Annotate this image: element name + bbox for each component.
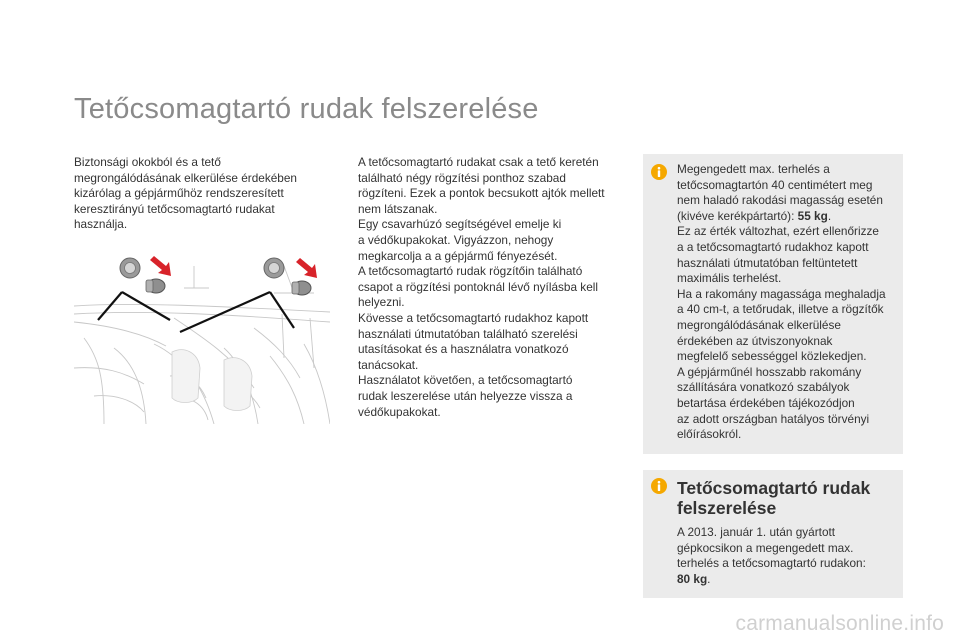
text-line: A tetőcsomagtartó rudakat csak a tető keretén	[358, 155, 599, 169]
info-icon	[651, 478, 667, 494]
text-line: rögzíteni. Ezek a pontok becsukott ajtók mellett	[358, 186, 605, 201]
text-line: tanácsokat.	[358, 357, 419, 372]
text-line	[677, 209, 895, 225]
text-line: az adott országban hatályos törvényi	[677, 411, 870, 426]
text-line: előírásokról.	[677, 427, 742, 442]
watermark: carmanualsonline.info	[735, 612, 944, 635]
info-icon	[651, 164, 667, 180]
text-line: található négy rögzítési ponthoz szabad	[358, 170, 566, 185]
text-line: Biztonsági okokból és a tető	[74, 155, 221, 169]
load-suffix: .	[827, 208, 832, 223]
text-line: gépkocsikon a megengedett max.	[677, 540, 854, 555]
text-line: szállítására vonatkozó szabályok	[677, 380, 850, 395]
text-line: utasításokat és a használatra vonatkozó	[358, 342, 569, 357]
text-line: helyezni.	[358, 295, 405, 310]
text-line: csapot a rögzítési pontoknál lévő nyílásba kell	[358, 279, 599, 294]
info-box-heading	[677, 478, 897, 518]
text-line: A tetőcsomagtartó rudak rögzítőin található	[358, 264, 583, 279]
page-title: Tetőcsomagtartó rudak felszerelése	[74, 93, 539, 125]
text-line: a 40 cm-t, a tetőrudak, illetve a rögzítők	[677, 302, 884, 317]
load-value: 55 kg	[797, 208, 828, 223]
text-line: betartása érdekében tájékozódjon	[677, 395, 855, 410]
text-line: rudak leszerelése után helyezze vissza a	[358, 388, 573, 403]
roof-bar-load-text	[677, 525, 895, 587]
text-line: a védőkupakokat. Vigyázzon, nehogy	[358, 232, 554, 247]
text-line: Megengedett max. terhelés a	[677, 162, 830, 176]
left-column-text	[74, 155, 314, 233]
text-line: nem haladó rakodási magasság esetén	[677, 193, 883, 208]
mounting-cap-icon	[120, 258, 284, 278]
middle-column-text	[358, 155, 620, 420]
load-prefix: (kivéve kerékpártartó):	[677, 208, 798, 223]
car-interior-drawing	[74, 248, 330, 424]
text-line: A 2013. január 1. után gyártott	[677, 525, 836, 539]
heading-line: Tetőcsomagtartó rudak	[677, 478, 871, 498]
text-line: Egy csavarhúzó segítségével emelje ki	[358, 217, 562, 232]
text-line: terhelés a tetőcsomagtartó rudakon:	[677, 556, 866, 571]
text-line: kizárólag a gépjárműhöz rendszeresített	[74, 186, 284, 201]
text-line: használati útmutatóban feltüntetett	[677, 255, 858, 270]
text-line: tetőcsomagtartón 40 centimétert meg	[677, 177, 873, 192]
text-line: megrongálódásának elkerülése érdekében	[74, 170, 297, 185]
roof-mounting-point-illustration	[74, 248, 330, 424]
text-line: megrongálódásának elkerülése	[677, 317, 841, 332]
text-line: maximális terhelést.	[677, 271, 782, 286]
text-line	[677, 572, 895, 588]
text-line: Kövesse a tetőcsomagtartó rudakhoz kapott	[358, 310, 589, 325]
load-suffix: .	[707, 571, 711, 586]
text-line: megfelelő sebességgel közlekedjen.	[677, 349, 867, 364]
load-limit-info-box	[643, 154, 903, 454]
text-line: használja.	[74, 217, 128, 232]
text-line: érdekében az útviszonyoknak	[677, 333, 833, 348]
text-line: használati útmutatóban található szerelési	[358, 326, 578, 341]
text-line: A gépjárműnél hosszabb rakomány	[677, 364, 862, 379]
roof-bar-mounting-info-box	[643, 470, 903, 598]
text-line: megkarcolja a a gépjármű fényezését.	[358, 248, 558, 263]
text-line: keresztirányú tetőcsomagtartó rudakat	[74, 201, 275, 216]
text-line: a a tetőcsomagtartó rudakhoz kapott	[677, 239, 869, 254]
text-line: nem látszanak.	[358, 201, 438, 216]
red-arrow-icon	[150, 256, 317, 278]
heading-line: felszerelése	[677, 498, 777, 518]
load-value: 80 kg	[677, 571, 708, 586]
text-line: védőkupakokat.	[358, 404, 441, 419]
load-limit-text	[677, 162, 895, 443]
text-line: Ha a rakomány magassága meghaladja	[677, 286, 886, 301]
text-line: Használatot követően, a tetőcsomagtartó	[358, 373, 573, 388]
text-line: Ez az érték változhat, ezért ellenőrizze	[677, 224, 879, 239]
